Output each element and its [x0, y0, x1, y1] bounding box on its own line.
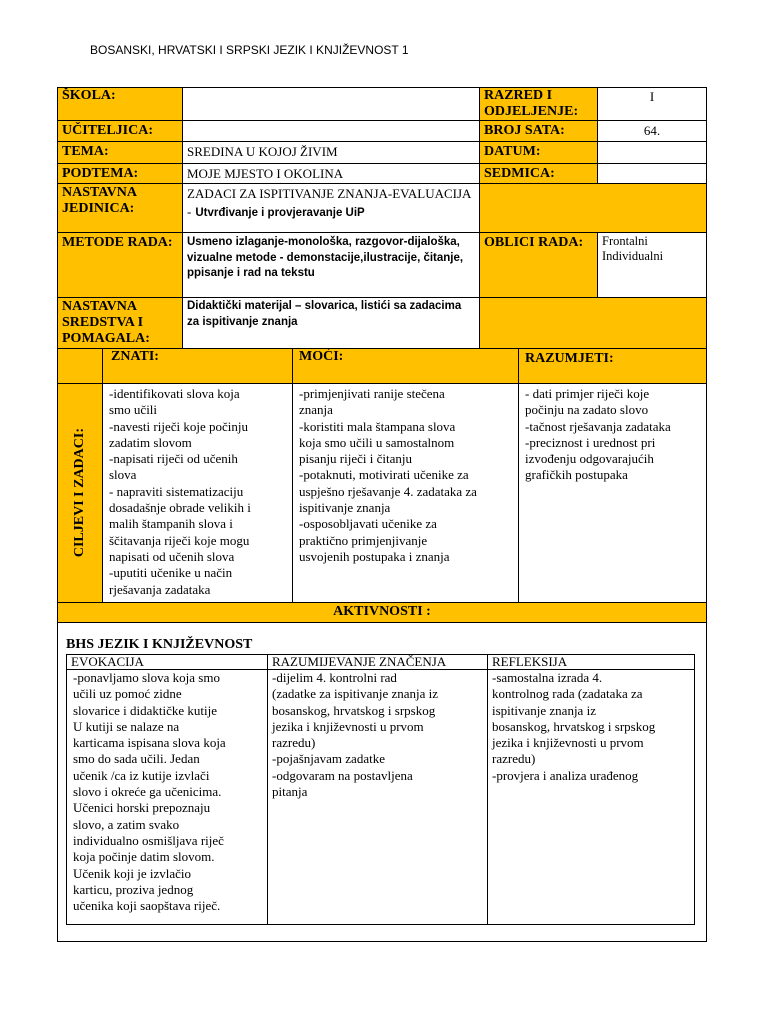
- sedmica-label: SEDMICA:: [479, 163, 598, 184]
- nastavna-jedinica-filler: [479, 183, 707, 233]
- skola-label: ŠKOLA:: [57, 87, 183, 121]
- aktivnosti-title: AKTIVNOSTI :: [57, 602, 707, 623]
- nastavna-jedinica-value: ZADACI ZA ISPITIVANJE ZNANJA-EVALUACIJA -: [187, 186, 471, 219]
- oblici-label: OBLICI RADA:: [479, 232, 598, 298]
- nastavna-jedinica-type: Utvrđivanje i provjeravanje UiP: [195, 207, 365, 219]
- podtema-field[interactable]: MOJE MJESTO I OKOLINA: [182, 163, 480, 184]
- tema-label: TEMA:: [57, 141, 183, 164]
- oblici-value: Frontalni Individualni: [597, 232, 707, 298]
- datum-label: DATUM:: [479, 141, 598, 164]
- nastavna-jedinica-label: NASTAVNA JEDINICA:: [57, 183, 183, 233]
- sredstva-label: NASTAVNA SREDSTVA I POMAGALA:: [57, 297, 183, 349]
- znati-text: -identifikovati slova koja smo učili -navesti riječi koje počinju zadatim slovom -napisati riječi od učenih slova - napraviti sistematizaciju dosadašnje obrade velikih i malih štampanih slova i ščitavanja riječi koje mogu napisati od učenih slova -uputiti učenike u način rješavanja zadataka: [102, 383, 293, 603]
- metode-label: METODE RADA:: [57, 232, 183, 298]
- podtema-label: PODTEMA:: [57, 163, 183, 184]
- razumjeti-text: - dati primjer riječi koje počinju na zadato slovo -tačnost rješavanja zadataka -preciznost i urednost pri izvođenju odgovarajućih grafičkih postupaka: [518, 383, 707, 603]
- subject-title: BHS JEZIK I KNJIŽEVNOST: [66, 637, 253, 652]
- datum-field[interactable]: [597, 141, 707, 164]
- znati-label: ZNATI:: [102, 348, 293, 384]
- uciteljica-label: UČITELJICA:: [57, 120, 183, 142]
- metode-value: Usmeno izlaganje-monološka, razgovor-dijaloška, vizualne metode - demonstacije,ilustracije, čitanje, ppisanje i rad na tekstu: [182, 232, 480, 298]
- evokacija-text: -ponavljamo slova koja smo učili uz pomoć zidne slovarice i didaktičke kutije U kutiji se nalaze na karticama ispisana slova koja smo do sada učili. Jedan učenik /ca iz kutije izvlači slovo i okreće ga učenicima. Učenici horski prepoznaju slovo, a zatim svako individualno osmišljava riječ koja počinje datim slovom. Učenik koji je izvlačio karticu, proziva jednog učenika koji saopštava riječ.: [66, 669, 268, 925]
- broj-sata-label: BROJ SATA:: [479, 120, 598, 142]
- sredstva-value: Didaktički materijal – slovarica, listići sa zadacima za ispitivanje znanja: [182, 297, 480, 349]
- sedmica-field[interactable]: [597, 163, 707, 184]
- evokacija-label: EVOKACIJA: [66, 654, 268, 670]
- goals-side: [57, 383, 103, 603]
- razumjeti-label: RAZUMJETI:: [518, 348, 707, 384]
- tema-field[interactable]: SREDINA U KOJOJ ŽIVIM: [182, 141, 480, 164]
- broj-sata-field[interactable]: 64.: [597, 120, 707, 142]
- refleksija-text: -samostalna izrada 4. kontrolnog rada (zadataka za ispitivanje znanja iz bosanskog, hrvatskog i srpskog jezika i književnosti u prvom razredu) -provjera i analiza urađenog: [487, 669, 695, 925]
- goals-corner: [57, 348, 103, 384]
- razred-field[interactable]: I: [597, 87, 707, 121]
- razred-label: RAZRED I ODJELJENJE:: [479, 87, 598, 121]
- ciljevi-label: CILJEVI I ZADACI:: [72, 428, 87, 558]
- moci-label: MOĆI:: [292, 348, 519, 384]
- document-header: BOSANSKI, HRVATSKI I SRPSKI JEZIK I KNJIŽEVNOST 1: [90, 43, 409, 57]
- uciteljica-field[interactable]: [182, 120, 480, 142]
- razumijevanje-label: RAZUMIJEVANJE ZNAČENJA: [267, 654, 488, 670]
- razumijevanje-text: -dijelim 4. kontrolni rad (zadatke za ispitivanje znanja iz bosanskog, hrvatskog i srpskog jezika i književnosti u prvom razredu) -pojašnjavam zadatke -odgovaram na postavljena pitanja: [267, 669, 488, 925]
- sredstva-filler: [479, 297, 707, 349]
- refleksija-label: REFLEKSIJA: [487, 654, 695, 670]
- nastavna-jedinica-field: [182, 183, 480, 233]
- moci-text: -primjenjivati ranije stečena znanja -koristiti mala štampana slova koja smo učili u samostalnom pisanju riječi i čitanju -potaknuti, motivirati učenike za uspješno rješavanje 4. zadataka za ispitivanje znanja -osposobljavati učenike za praktično primjenjivanje usvojenih postupaka i znanja: [292, 383, 519, 603]
- skola-field[interactable]: [182, 87, 480, 121]
